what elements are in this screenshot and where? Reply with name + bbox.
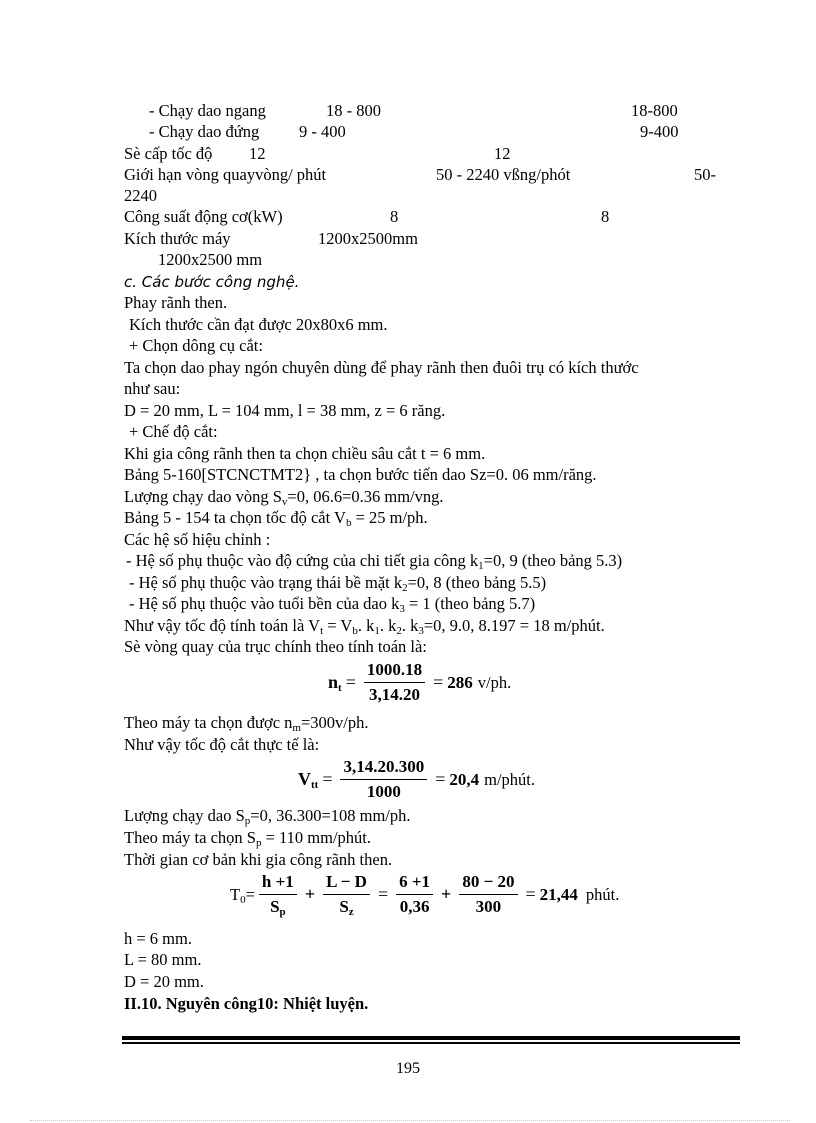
spec-rpm-value: 50 - 2240 vßng/phót [436, 165, 571, 184]
spec-power-label: Công suất động cơ(kW) [124, 207, 283, 226]
spec-size-label: Kích thước máy [124, 229, 231, 248]
tool-heading: + Chọn dông cụ cắt: [129, 336, 263, 355]
equation-spindle-rpm: $n_t$ = $\frac{1000.18}{3,14.20}$ = 286 v/ph. [328, 660, 512, 704]
operation-title: Phay rãnh then. [124, 293, 228, 312]
feed-per-tooth-text: Bảng 5-160[STCNCTMT2} , ta chọn bước tiến dao Sz=0. 06 mm/răng. [124, 465, 597, 484]
eq-t0-result: 21,44 [539, 884, 578, 904]
spec-power-value: 8 [390, 207, 399, 226]
spec-feed-horizontal-label: - Chạy dao ngang [149, 101, 266, 120]
eq-t0-fraction-4 [459, 872, 517, 917]
eq-nt-denominator: 3,14.20 [368, 685, 420, 704]
spec-speed-steps-value-2: 12 [494, 144, 511, 163]
page-number: 195 [396, 1060, 420, 1077]
eq-t0-numerator-3: 6 +1 [396, 872, 433, 895]
machine-feed-choice: Theo máy ta chọn $S_p = 110$ mm/phút. [124, 828, 371, 849]
cutting-mode-heading: + Chế độ cắt: [129, 422, 218, 441]
eq-vtt-result: 20,4 [449, 769, 480, 789]
eq-nt-result: 286 [447, 672, 473, 692]
tool-dimensions: D = 20 mm, L = 104 mm, l = 38 mm, z = 6 răng. [124, 401, 446, 420]
eq-nt-equals: = [345, 672, 356, 692]
eq-nt-variable: $n_t$ [328, 672, 342, 694]
eq-nt-numerator: 1000.18 [364, 660, 425, 683]
eq-nt-fraction [364, 660, 425, 705]
machining-time-intro: Thời gian cơ bản khi gia công rãnh then. [124, 850, 393, 869]
spec-speed-steps-value: 12 [249, 144, 266, 163]
tool-text-line-2: như sau: [124, 379, 181, 398]
eq-t0-unit: phút. [585, 884, 620, 904]
spec-size-value: 1200x2500mm [318, 229, 418, 248]
coefficient-k3-line: - Hệ số phụ thuộc vào tuổi bền của dao $k_3 = 1$ (theo bảng 5.7) [129, 594, 536, 615]
spec-feed-vertical-value-2: 9-400 [640, 122, 679, 141]
eq-t0-numerator-4: 80 − 20 [459, 872, 517, 895]
calculated-speed-line: Như vậy tốc độ tính toán là $V_t = V_b$. $k_1$. $k_2$. $k_3=0$, 9.0, 8.197 = 18 m/phút. [124, 616, 605, 637]
coefficient-k1-line: - Hệ số phụ thuộc vào độ cứng của chi tiết gia công $k_1=0$, 9 (theo bảng 5.3) [126, 551, 623, 572]
eq-t0-numerator-1: h +1 [259, 872, 297, 895]
page-bottom-dotted-line [30, 1120, 790, 1121]
machine-rpm-choice: Theo máy ta chọn được $n_m=300v/ph$. [124, 713, 369, 734]
spec-speed-steps-label: Sè cấp tốc độ [124, 144, 213, 163]
equation-actual-speed: $V_{tt}$ = $\frac{3,14.20.300}{1000}$ = 20,4 m/phút. [298, 757, 536, 801]
next-section-heading: II.10. Nguyên công10: Nhiệt luyện. [124, 994, 369, 1013]
eq-t0-lhs: $T_0=$ [230, 884, 255, 906]
eq-vtt-fraction [340, 757, 427, 802]
tool-text-line-1: Ta chọn dao phay ngón chuyên dùng để phay rãnh then đuôi trụ có kích thước [124, 358, 639, 377]
value-l: L = 80 mm. [124, 950, 202, 969]
spec-rpm-label: Giới hạn vòng quayvòng/ phút [124, 165, 327, 184]
eq-nt-unit: v/ph. [477, 672, 512, 692]
spec-size-value-2: 1200x2500 mm [158, 250, 263, 269]
equation-machining-time: $T_0=$ $\frac{h +1}{S_p}$ + $\frac{L - D}{S_z}$ = $\frac{6 +1}{0,36}$ + $\frac{80 - 20}{300}$ = 21,44 phút. [230, 872, 620, 918]
eq-t0-denominator-3: 0,36 [399, 897, 430, 916]
eq-t0-fraction-3 [396, 872, 433, 917]
spindle-rpm-intro: Sè vòng quay của trục chính theo tính toán là: [124, 637, 427, 656]
eq-t0-fraction-2 [323, 872, 370, 917]
value-h: h = 6 mm. [124, 929, 192, 948]
footer-rule-thin [122, 1042, 740, 1044]
actual-speed-intro: Như vậy tốc độ cắt thực tế là: [124, 735, 320, 754]
footer-rule-thick [122, 1036, 740, 1040]
spec-rpm-value-2: 50- [694, 165, 716, 184]
value-d: D = 20 mm. [124, 972, 204, 991]
steps-heading: c. Các bước công nghệ. [124, 273, 300, 291]
eq-vtt-denominator: 1000 [366, 782, 401, 801]
feed-per-rev-text: Lượng chạy dao vòng $S_v=0$, 06.6=0.36 mm/vng. [124, 487, 444, 508]
feed-rate-line: Lượng chạy dao $S_p=0$, 36.300=108 mm/ph. [124, 806, 411, 827]
eq-t0-fraction-1 [259, 872, 297, 917]
depth-of-cut-text: Khi gia công rãnh then ta chọn chiều sâu cắt t = 6 mm. [124, 444, 486, 463]
eq-t0-denominator-1: $S_p$ [270, 897, 286, 918]
eq-vtt-numerator: 3,14.20.300 [340, 757, 427, 780]
eq-t0-numerator-2: L − D [323, 872, 370, 895]
operation-size: Kích thước cần đạt được 20x80x6 mm. [129, 315, 388, 334]
eq-vtt-variable: $V_{tt}$ [298, 769, 319, 791]
correction-coefficients-heading: Các hệ số hiệu chỉnh : [124, 530, 271, 549]
spec-power-value-2: 8 [601, 207, 610, 226]
eq-vtt-unit: m/phút. [484, 769, 536, 789]
spec-feed-vertical-value: 9 - 400 [299, 122, 346, 141]
speed-table-text: Bảng 5 - 154 ta chọn tốc độ cắt $V_b = 25$ m/ph. [124, 508, 428, 529]
coefficient-k2-line: - Hệ số phụ thuộc vào trạng thái bề mặt $k_2=0$, 8 (theo bảng 5.5) [129, 573, 547, 594]
spec-feed-horizontal-value: 18 - 800 [326, 101, 381, 120]
spec-feed-horizontal-value-2: 18-800 [631, 101, 678, 120]
eq-t0-denominator-2: $S_z$ [339, 897, 354, 918]
spec-feed-vertical-label: - Chạy dao đứng [149, 122, 260, 141]
spec-rpm-value-2-cont: 2240 [124, 186, 157, 205]
eq-t0-denominator-4: 300 [475, 897, 502, 916]
